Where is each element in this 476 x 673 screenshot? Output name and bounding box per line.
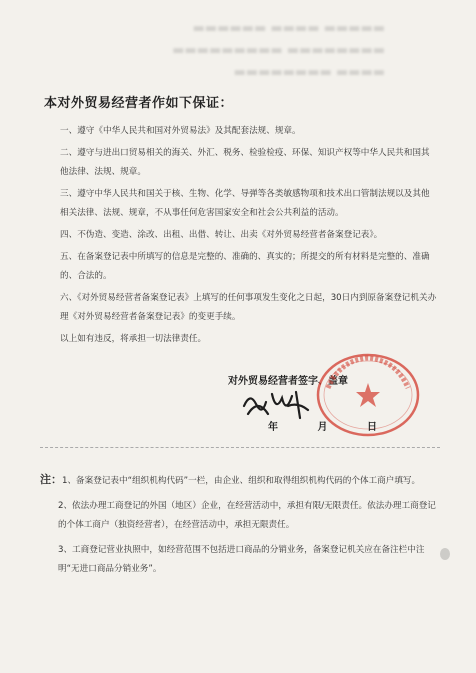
guarantee-heading: 本对外贸易经营者作如下保证： (44, 96, 234, 111)
note-1 (40, 470, 440, 491)
clause-6: 六、《对外贸易经营者备案登记表》上填写的任何事项发生变化之日起，30日内到原备案登记机关办理《对外贸易经营者备案登记表》的变更手续。 (60, 293, 437, 322)
note-2: 2、依法办理工商登记的外国（地区）企业，在经营活动中，承担有限/无限责任。依法办理工商登记的个体工商户（独资经营者），在经营活动中，承担无限责任。 (58, 501, 436, 530)
signature-caption: 对外贸易经营者签字、盖章 (228, 376, 348, 387)
clause-2: 二、遵守与进出口贸易相关的海关、外汇、税务、检验检疫、环保、知识产权等中华人民共和国其他法律、法规、规章。 (60, 148, 430, 177)
clause-4: 四、不伪造、变造、涂改、出租、出借、转让、出卖《对外贸易经营者备案登记表》。 (60, 230, 383, 240)
divider (40, 447, 440, 448)
clause-1: 一、遵守《中华人民共和国对外贸易法》及其配套法规、规章。 (60, 126, 301, 136)
notes-label: 注： (40, 473, 62, 486)
clause-3: 三、遵守中华人民共和国关于核、生物、化学、导弹等各类敏感物项和技术出口管制法规以及其他相关法律、法规、规章，不从事任何危害国家安全和社会公共利益的活动。 (60, 189, 430, 218)
conclusion-text: 以上如有违反，将承担一切法律责任。 (60, 334, 207, 344)
show-through-text: ▬▬▬▬▬ ▬▬▬▬ ▬▬▬▬▬▬ ▬▬▬▬▬▬▬▬ ▬▬▬▬▬▬▬▬▬ ▬▬▬▬ ▬▬▬▬▬▬▬▬ (172, 21, 385, 80)
clause-5: 五、在备案登记表中所填写的信息是完整的、准确的、真实的；所提交的所有材料是完整的、准确的、合法的。 (60, 252, 430, 281)
note-3: 3、工商登记营业执照中，如经营范围不包括进口商品的分销业务，备案登记机关应在备注栏中注明“无进口商品分销业务”。 (58, 545, 425, 574)
guarantee-clauses (60, 122, 438, 352)
note-1-text: 1、备案登记表中“组织机构代码”一栏，由企业、组织和取得组织机构代码的个体工商户填写。 (62, 476, 421, 486)
notes-section (40, 470, 440, 585)
ink-mark (440, 548, 450, 560)
date-caption: 年 月 日 (268, 422, 395, 433)
